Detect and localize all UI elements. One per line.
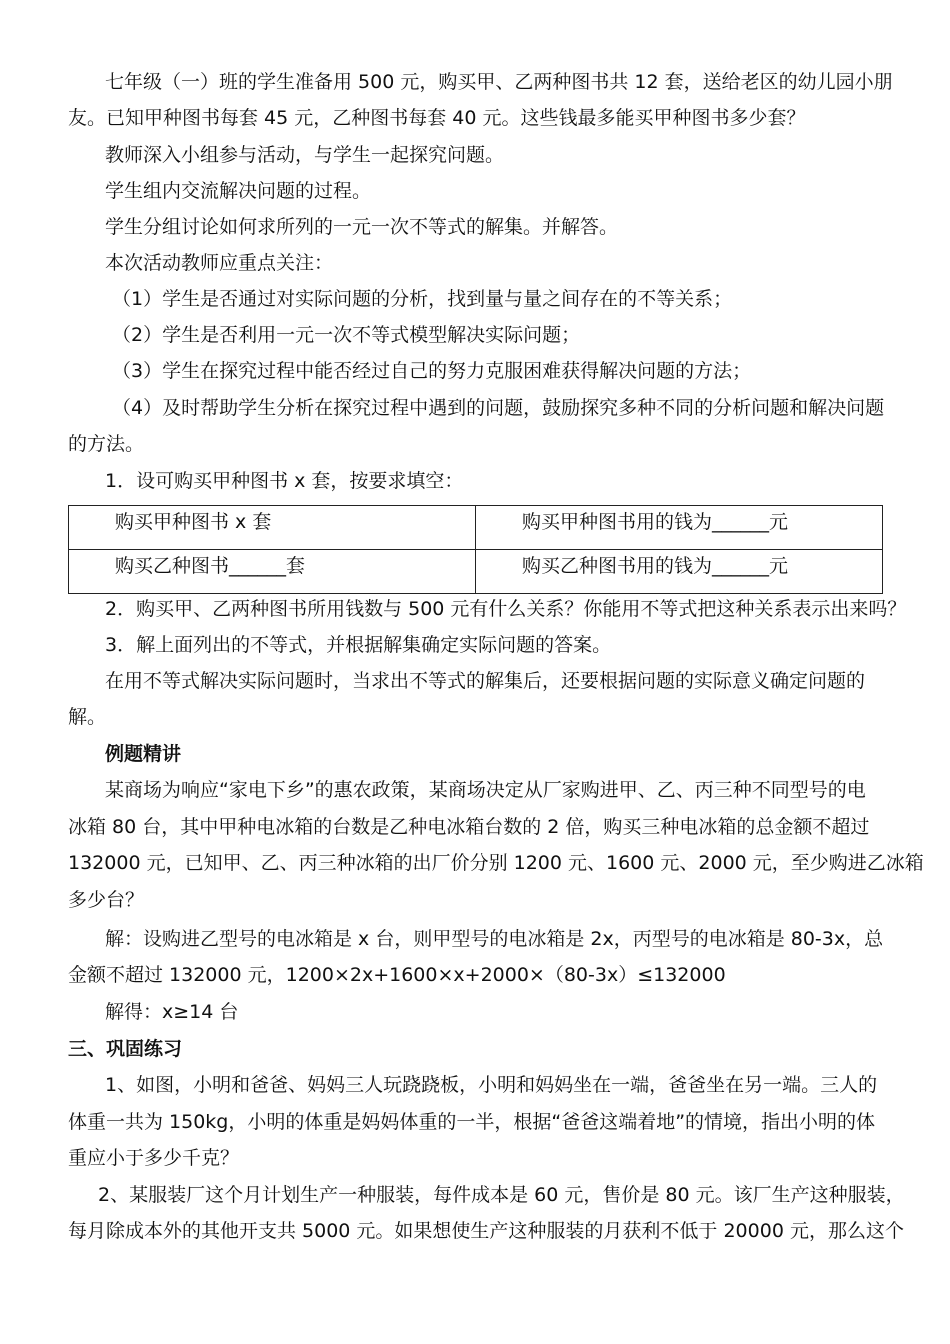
practice-heading: 三、巩固练习 <box>68 1038 183 1060</box>
example-line-4: 多少台？ <box>68 889 145 911</box>
focus-item-4-continued: 的方法。 <box>68 433 145 455</box>
focus-item-2: （2）学生是否利用一元一次不等式模型解决实际问题； <box>112 324 581 346</box>
example-line-1: 某商场为响应“家电下乡”的惠农政策，某商场决定从厂家购进甲、乙、丙三种不同型号的电 <box>105 779 866 801</box>
table-row <box>69 506 883 550</box>
note-line-2: 解。 <box>68 706 107 728</box>
example-line-3: 132000 元，已知甲、乙、丙三种冰箱的出厂价分别 1200 元、1600 元、2000 元，至少购进乙冰箱 <box>68 852 924 874</box>
focus-item-4: （4）及时帮助学生分析在探究过程中遇到的问题，鼓励探究多种不同的分析问题和解决问题 <box>112 397 885 419</box>
table-cell: 购买乙种图书______套 <box>69 550 476 594</box>
focus-item-1: （1）学生是否通过对实际问题的分析，找到量与量之间存在的不等关系； <box>112 288 733 310</box>
question-1: 1．设可购买甲种图书 x 套，按要求填空： <box>105 470 464 492</box>
problem-line-2: 友。已知甲种图书每套 45 元，乙种图书每套 40 元。这些钱最多能买甲种图书多少套？ <box>68 107 806 129</box>
table-cell: 购买甲种图书用的钱为______元 <box>476 506 883 550</box>
exercise-2-line-2: 每月除成本外的其他开支共 5000 元。如果想使生产这种服装的月获利不低于 20000 元，那么这个 <box>68 1220 904 1242</box>
example-line-2: 冰箱 80 台，其中甲种电冰箱的台数是乙种电冰箱台数的 2 倍，购买三种电冰箱的总金额不超过 <box>68 816 870 838</box>
table-row <box>69 550 883 594</box>
exercise-1-line-3: 重应小于多少千克？ <box>68 1147 240 1169</box>
focus-title: 本次活动教师应重点关注： <box>105 252 334 274</box>
table-cell: 购买甲种图书 x 套 <box>69 506 476 550</box>
student-discuss: 学生分组讨论如何求所列的一元一次不等式的解集。并解答。 <box>105 216 619 238</box>
problem-line-1: 七年级（一）班的学生准备用 500 元，购买甲、乙两种图书共 12 套，送给老区的幼儿园小朋 <box>105 71 893 93</box>
question-2: 2．购买甲、乙两种图书所用钱数与 500 元有什么关系？你能用不等式把这种关系表示出来吗？ <box>105 598 907 620</box>
exercise-1-line-2: 体重一共为 150kg，小明的体重是妈妈体重的一半，根据“爸爸这端着地”的情境，指出小明的体 <box>68 1111 876 1133</box>
focus-item-3: （3）学生在探究过程中能否经过自己的努力克服困难获得解决问题的方法； <box>112 360 752 382</box>
teacher-activity: 教师深入小组参与活动，与学生一起探究问题。 <box>105 144 505 166</box>
fill-in-table <box>68 505 883 594</box>
table-cell: 购买乙种图书用的钱为______元 <box>476 550 883 594</box>
exercise-2-line-1: 2、某服装厂这个月计划生产一种服装，每件成本是 60 元，售价是 80 元。该厂生产这种服装， <box>98 1184 905 1206</box>
note-line-1: 在用不等式解决实际问题时，当求出不等式的解集后，还要根据问题的实际意义确定问题的 <box>105 670 866 692</box>
solution-result: 解得：x≥14 台 <box>105 1001 239 1023</box>
solution-line-1: 解：设购进乙型号的电冰箱是 x 台，则甲型号的电冰箱是 2x，丙型号的电冰箱是 80-3x，总 <box>105 928 884 950</box>
question-3: 3．解上面列出的不等式，并根据解集确定实际问题的答案。 <box>105 634 612 656</box>
example-heading: 例题精讲 <box>105 743 182 765</box>
solution-line-2: 金额不超过 132000 元，1200×2x+1600×x+2000×（80-3x）≤132000 <box>68 964 726 986</box>
student-exchange: 学生组内交流解决问题的过程。 <box>105 180 372 202</box>
exercise-1-line-1: 1、如图，小明和爸爸、妈妈三人玩跷跷板，小明和妈妈坐在一端，爸爸坐在另一端。三人的 <box>105 1074 878 1096</box>
